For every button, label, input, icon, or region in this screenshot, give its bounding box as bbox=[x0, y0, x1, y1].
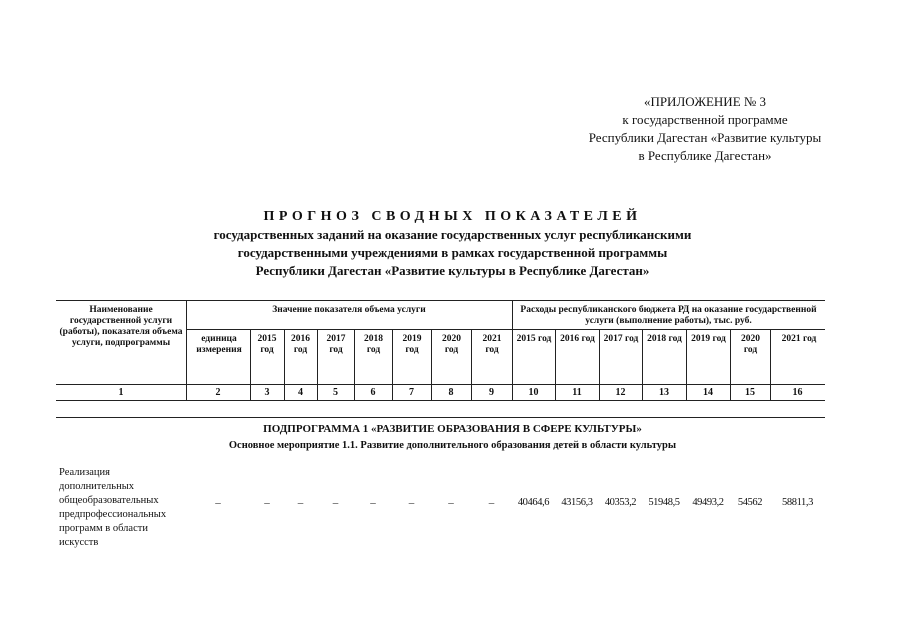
expense-value-cell: 49493,2 bbox=[692, 497, 724, 508]
column-number: 7 bbox=[409, 387, 414, 398]
volume-value-cell: – bbox=[297, 497, 304, 509]
column-number: 14 bbox=[703, 387, 713, 398]
column-number: 16 bbox=[792, 387, 803, 398]
column-number: 11 bbox=[572, 387, 582, 398]
expense-year-header: 2019 год bbox=[691, 334, 726, 344]
expense-group-header: Расходы республиканского бюджета РД на оказание государственной услуги (выполнение работы), тыс. руб. bbox=[520, 305, 817, 326]
title-line-4: Республики Дагестан «Развитие культуры в Республике Дагестан» bbox=[255, 263, 650, 278]
volume-value-cell: – bbox=[448, 497, 454, 509]
subprogram-heading: ПОДПРОГРАММА 1 «РАЗВИТИЕ ОБРАЗОВАНИЯ В СФЕРЕ КУЛЬТУРЫ» bbox=[263, 423, 642, 435]
volume-group-header: Значение показателя объема услуги bbox=[272, 305, 426, 315]
volume-year-header: 2017 год bbox=[326, 334, 346, 355]
column-number: 12 bbox=[615, 387, 626, 398]
volume-value-cell: – bbox=[370, 497, 376, 509]
table-top-line bbox=[56, 300, 825, 301]
col-divider bbox=[186, 300, 187, 400]
table-numbers-top-line bbox=[56, 384, 825, 385]
column-number: 9 bbox=[489, 387, 494, 398]
annex-heading bbox=[520, 93, 890, 165]
main-activity-heading: Основное мероприятие 1.1. Развитие дополнительного образования детей в области культуры bbox=[228, 440, 677, 451]
column-number: 2 bbox=[215, 387, 221, 398]
column-number: 8 bbox=[448, 387, 454, 398]
service-name-cell: Реализация дополнительных общеобразовательных предпрофессиональных программ в области искусств bbox=[59, 467, 167, 548]
expense-year-header: 2021 год bbox=[781, 334, 817, 344]
expense-year-header: 2015 год bbox=[516, 334, 552, 344]
volume-year-header: 2015 год bbox=[257, 334, 277, 355]
expense-year-header: 2016 год bbox=[560, 334, 595, 344]
title-line-2: государственных заданий на оказание государственных услуг республиканскими bbox=[213, 227, 692, 242]
title-line-3: государственными учреждениями в рамках государственной программы bbox=[237, 245, 668, 260]
unit-column-header: единица измерения bbox=[196, 334, 242, 355]
volume-year-header: 2019 год bbox=[402, 334, 422, 355]
expense-value-cell: 54562 bbox=[737, 497, 763, 508]
annex-line-3: Республики Дагестан «Развитие культуры bbox=[588, 130, 822, 145]
col-divider bbox=[512, 300, 513, 400]
volume-year-header: 2016 год bbox=[291, 334, 310, 355]
unit-cell: – bbox=[215, 497, 221, 509]
expense-year-header: 2020 год bbox=[741, 334, 760, 355]
expense-value-cell: 40353,2 bbox=[604, 497, 637, 508]
volume-year-header: 2021 год bbox=[482, 334, 502, 355]
expense-value-cell: 58811,3 bbox=[782, 497, 813, 508]
expense-value-cell: 40464,6 bbox=[517, 497, 550, 508]
volume-year-header: 2020 год bbox=[442, 334, 461, 355]
name-column-header: Наименование государственной услуги (работы), показателя объема услуги, подпрограммы bbox=[59, 305, 183, 348]
annex-line-1: «ПРИЛОЖЕНИЕ № 3 bbox=[643, 94, 767, 109]
column-number: 5 bbox=[333, 387, 338, 398]
column-number: 15 bbox=[745, 387, 755, 398]
volume-year-header: 2018 год bbox=[364, 334, 383, 355]
expense-value-cell: 43156,3 bbox=[561, 497, 593, 508]
volume-value-cell: – bbox=[264, 497, 270, 509]
expense-value-cell: 51948,5 bbox=[648, 497, 680, 508]
column-number: 6 bbox=[370, 387, 376, 398]
volume-value-cell: – bbox=[332, 497, 339, 509]
volume-value-cell: – bbox=[488, 497, 495, 509]
annex-line-2: к государственной программе bbox=[622, 112, 788, 127]
volume-value-cell: – bbox=[408, 497, 415, 509]
section-divider-line bbox=[56, 417, 825, 418]
column-number: 13 bbox=[659, 387, 669, 398]
column-number: 3 bbox=[264, 387, 270, 398]
expense-year-header: 2017 год bbox=[603, 334, 639, 344]
expense-year-header: 2018 год bbox=[647, 334, 682, 344]
table-numbers-bottom-line bbox=[56, 400, 825, 401]
column-number: 1 bbox=[118, 387, 124, 398]
column-number: 4 bbox=[298, 387, 303, 398]
document-title bbox=[100, 207, 805, 280]
column-number: 10 bbox=[528, 387, 539, 398]
annex-line-4: в Республике Дагестан» bbox=[638, 148, 772, 163]
title-line-1: ПРОГНОЗ СВОДНЫХ ПОКАЗАТЕЛЕЙ bbox=[263, 209, 642, 224]
